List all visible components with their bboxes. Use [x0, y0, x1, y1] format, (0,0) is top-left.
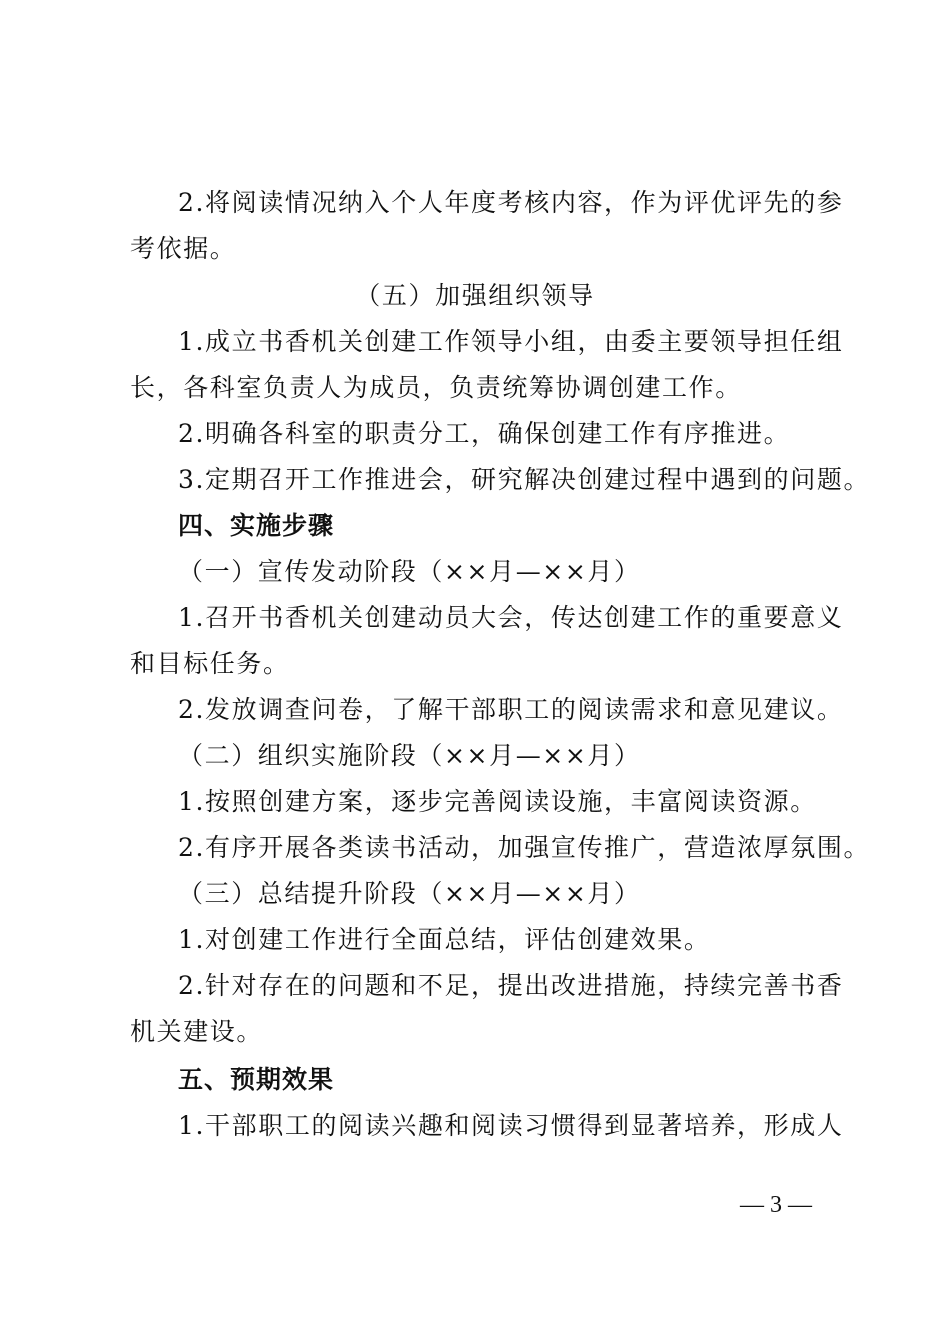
- paragraph-line: 考依据。: [130, 234, 237, 263]
- section-subheading: （一）宣传发动阶段（××月—××月）: [178, 557, 641, 586]
- paragraph-line: 2.有序开展各类读书活动，加强宣传推广，营造浓厚氛围。: [178, 833, 871, 862]
- paragraph-line: 1.对创建工作进行全面总结，评估创建效果。: [178, 925, 711, 954]
- section-subheading: （五）加强组织领导: [355, 281, 595, 310]
- paragraph-line: 2.将阅读情况纳入个人年度考核内容，作为评优评先的参: [178, 188, 844, 217]
- paragraph-line: 2.发放调查问卷，了解干部职工的阅读需求和意见建议。: [178, 695, 844, 724]
- paragraph-line: 3.定期召开工作推进会，研究解决创建过程中遇到的问题。: [178, 465, 871, 494]
- paragraph-line: 2.针对存在的问题和不足，提出改进措施，持续完善书香: [178, 971, 844, 1000]
- section-heading: 五、预期效果: [178, 1065, 335, 1094]
- paragraph-line: 1.干部职工的阅读兴趣和阅读习惯得到显著培养，形成人: [178, 1111, 844, 1140]
- paragraph-line: 机关建设。: [130, 1017, 264, 1046]
- paragraph-line: 1.召开书香机关创建动员大会，传达创建工作的重要意义: [178, 603, 844, 632]
- page-number: — 3 —: [740, 1192, 812, 1218]
- paragraph-line: 1.成立书香机关创建工作领导小组，由委主要领导担任组: [178, 327, 844, 356]
- paragraph-line: 和目标任务。: [130, 649, 290, 678]
- paragraph-line: 1.按照创建方案，逐步完善阅读设施，丰富阅读资源。: [178, 787, 817, 816]
- section-subheading: （二）组织实施阶段（××月—××月）: [178, 741, 641, 770]
- paragraph-line: 2.明确各科室的职责分工，确保创建工作有序推进。: [178, 419, 791, 448]
- section-subheading: （三）总结提升阶段（××月—××月）: [178, 879, 641, 908]
- paragraph-line: 长，各科室负责人为成员，负责统筹协调创建工作。: [130, 373, 742, 402]
- section-heading: 四、实施步骤: [178, 511, 335, 540]
